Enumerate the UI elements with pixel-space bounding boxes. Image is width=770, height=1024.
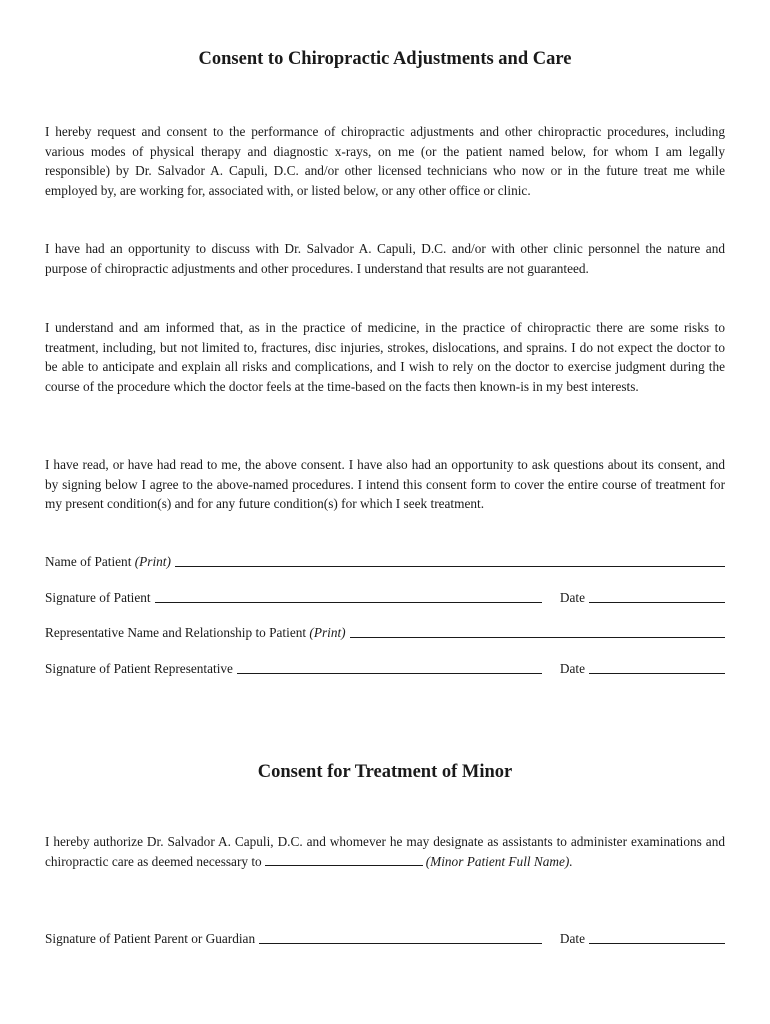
representative-name-field[interactable] <box>350 637 725 638</box>
patient-signature-field[interactable] <box>155 602 542 603</box>
patient-date-label: Date <box>559 590 585 605</box>
guardian-signature-field[interactable] <box>259 943 542 944</box>
patient-name-hint: (Print) <box>134 554 171 569</box>
patient-signature-row <box>45 587 725 607</box>
guardian-date-field[interactable] <box>589 943 725 944</box>
consent-title: Consent to Chiropractic Adjustments and Care <box>198 49 572 69</box>
consent-paragraph-request: I hereby request and consent to the performance of chiropractic adjustments and other chiropractic procedures, including various modes of physical therapy and diagnostic x-rays, on me (or the patient named below, for whom I am legally responsible) by Dr. Salvador A. Capuli, D.C. and/or other licensed technicians who now or in the future treat me while employed by, are working for, associated with, or listed below, or any other office or clinic. <box>45 124 725 198</box>
patient-date-field[interactable] <box>589 602 725 603</box>
representative-name-label: Representative Name and Relationship to Patient (Print) <box>45 625 346 640</box>
consent-paragraph-risks: I understand and am informed that, as in the practice of medicine, in the practice of chiropractic there are some risks to treatment, including, but not limited to, fractures, disc injuries, strokes, dislocations, and sprains. I do not expect the doctor to be able to anticipate and explain all risks and complications, and I wish to rely on the doctor to exercise judgment during the course of the procedure which the doctor feels at the time-based on the facts then known-is in my best interests. <box>45 320 725 394</box>
representative-name-hint: (Print) <box>309 625 346 640</box>
patient-name-label: Name of Patient (Print) <box>45 554 171 569</box>
guardian-date-label: Date <box>559 931 585 946</box>
patient-name-row <box>45 551 725 571</box>
representative-signature-row <box>45 658 725 678</box>
representative-date-label: Date <box>559 661 585 676</box>
guardian-signature-label: Signature of Patient Parent or Guardian <box>45 931 256 946</box>
representative-name-row <box>45 622 725 642</box>
representative-signature-label: Signature of Patient Representative <box>45 661 233 676</box>
consent-paragraph-discussion: I have had an opportunity to discuss with Dr. Salvador A. Capuli, D.C. and/or with other clinic personnel the nature and purpose of chiropractic adjustments and other procedures. I understand that results are not guaranteed. <box>45 241 725 276</box>
guardian-signature-row <box>45 928 725 948</box>
patient-name-field[interactable] <box>175 566 725 567</box>
minor-consent-paragraph: I hereby authorize Dr. Salvador A. Capuli, D.C. and whomever he may designate as assistants to administer examinations and chiropractic care as deemed necessary to (Minor Patient Full Name). <box>45 834 725 869</box>
patient-signature-label: Signature of Patient <box>45 590 151 605</box>
minor-name-hint: (Minor Patient Full Name). <box>425 853 573 869</box>
minor-name-field[interactable] <box>265 853 423 866</box>
minor-consent-title: Consent for Treatment of Minor <box>257 762 513 782</box>
representative-signature-field[interactable] <box>237 673 542 674</box>
consent-paragraph-agreement: I have read, or have had read to me, the above consent. I have also had an opportunity to ask questions about its consent, and by signing below I agree to the above-named procedures. I intend this consent form to cover the entire course of treatment for my present condition(s) and for any future condition(s) for which I seek treatment. <box>45 457 725 511</box>
representative-date-field[interactable] <box>589 673 725 674</box>
